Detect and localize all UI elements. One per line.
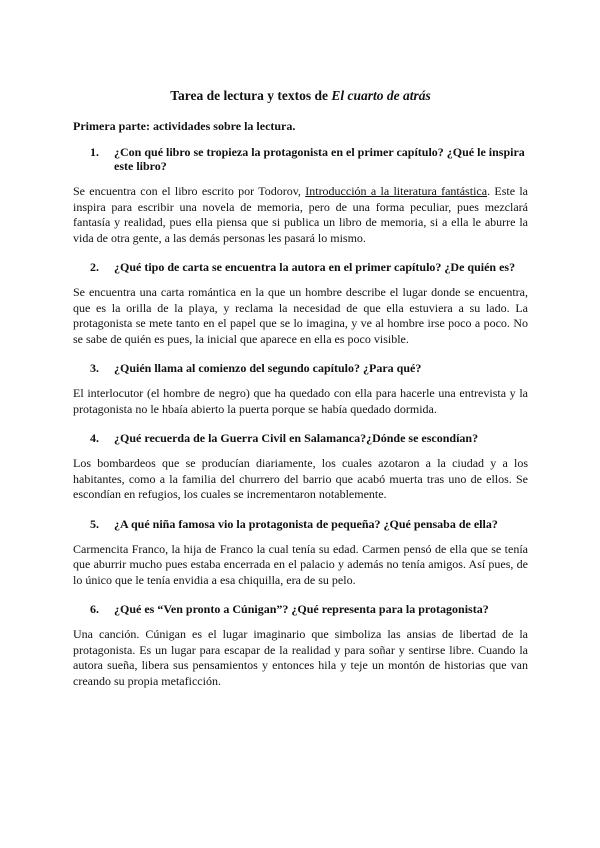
question-text: ¿Con qué libro se tropieza la protagonista en el primer capítulo? ¿Qué le inspira este libro? <box>114 145 525 173</box>
question-2 <box>73 260 528 274</box>
question-number: 5. <box>90 516 99 531</box>
question-text: ¿Qué es “Ven pronto a Cúnigan”? ¿Qué representa para la protagonista? <box>114 602 489 616</box>
answer-6: Una canción. Cúnigan es el lugar imaginario que simboliza las ansias de libertad de la protagonista. Es un lugar para escapar de la realidad y para soñar y sentirse libre. Cuando la autora sueña, libera sus pensamientos y entonces hila y teje un montón de historias que van creando su propia metaficción. <box>73 627 528 688</box>
question-5 <box>73 517 528 531</box>
question-number: 6. <box>90 602 99 616</box>
question-text: ¿Qué tipo de carta se encuentra la autora en el primer capítulo? ¿De quién es? <box>114 260 516 274</box>
document-page <box>73 88 528 703</box>
question-number: 2. <box>90 260 99 274</box>
title-book-name: El cuarto de atrás <box>331 88 431 103</box>
book-title-underlined: Introducción a la literatura fantástica <box>305 184 488 198</box>
answer-1 <box>73 184 528 246</box>
question-text: ¿Quién llama al comienzo del segundo capítulo? ¿Para qué? <box>114 361 422 375</box>
question-6 <box>73 602 528 616</box>
answer-2: Se encuentra una carta romántica en la que un hombre describe el lugar donde se encuentra, que es la orilla de la playa, y reclama la necesidad de que ella estuviera a su lado. La protagonista se mete tanto en el papel que se lo imagina, y ve al hombre irse poco a poco. No se sabe de quién es pues, la inicial que aparece en ella es poco visible. <box>73 285 528 346</box>
answer-4: Los bombardeos que se producían diariamente, los cuales azotaron a la ciudad y a los habitantes, como a la familia del churrero del barrio que acabó muerta tras uno de ellos. Se escondían en refugios, los cuales se incrementaron notablemente. <box>73 456 528 501</box>
question-text: ¿A qué niña famosa vio la protagonista de pequeña? ¿Qué pensaba de ella? <box>114 516 498 531</box>
question-number: 4. <box>90 431 99 445</box>
answer-text: Se encuentra con el libro escrito por Todorov, <box>73 184 306 198</box>
question-number: 1. <box>90 145 99 159</box>
answer-5: Carmencita Franco, la hija de Franco la cual tenía su edad. Carmen pensó de ella que se tenía que aburrir mucho pues estaba encerrada en el palacio y además no tenía amigos. Así pues, de lo único que le tenía envidia a esa chiquilla, era de su pelo. <box>73 541 528 587</box>
question-text: ¿Qué recuerda de la Guerra Civil en Salamanca?¿Dónde se escondían? <box>114 431 479 445</box>
question-number: 3. <box>90 361 99 375</box>
document-title <box>73 88 528 104</box>
question-3 <box>73 361 528 375</box>
title-text: Tarea de lectura y textos de <box>170 88 332 103</box>
question-1 <box>73 145 528 173</box>
answer-text: . Este la inspira para escribir una novela de memoria, pero de una forma peculiar, pues mezclará fantasía y realidad, pues ella piensa que si publica un libro de memoria, si a ella le aburre la vida de otra gente, a las demás personas les pasará lo mismo. <box>73 184 529 245</box>
question-4 <box>73 431 528 445</box>
answer-3: El interlocutor (el hombre de negro) que ha quedado con ella para hacerle una entrevista y la protagonista no le hbaía abierto la puerta porque se había quedado dormida. <box>73 386 528 416</box>
part-heading: Primera parte: actividades sobre la lectura. <box>73 119 296 133</box>
